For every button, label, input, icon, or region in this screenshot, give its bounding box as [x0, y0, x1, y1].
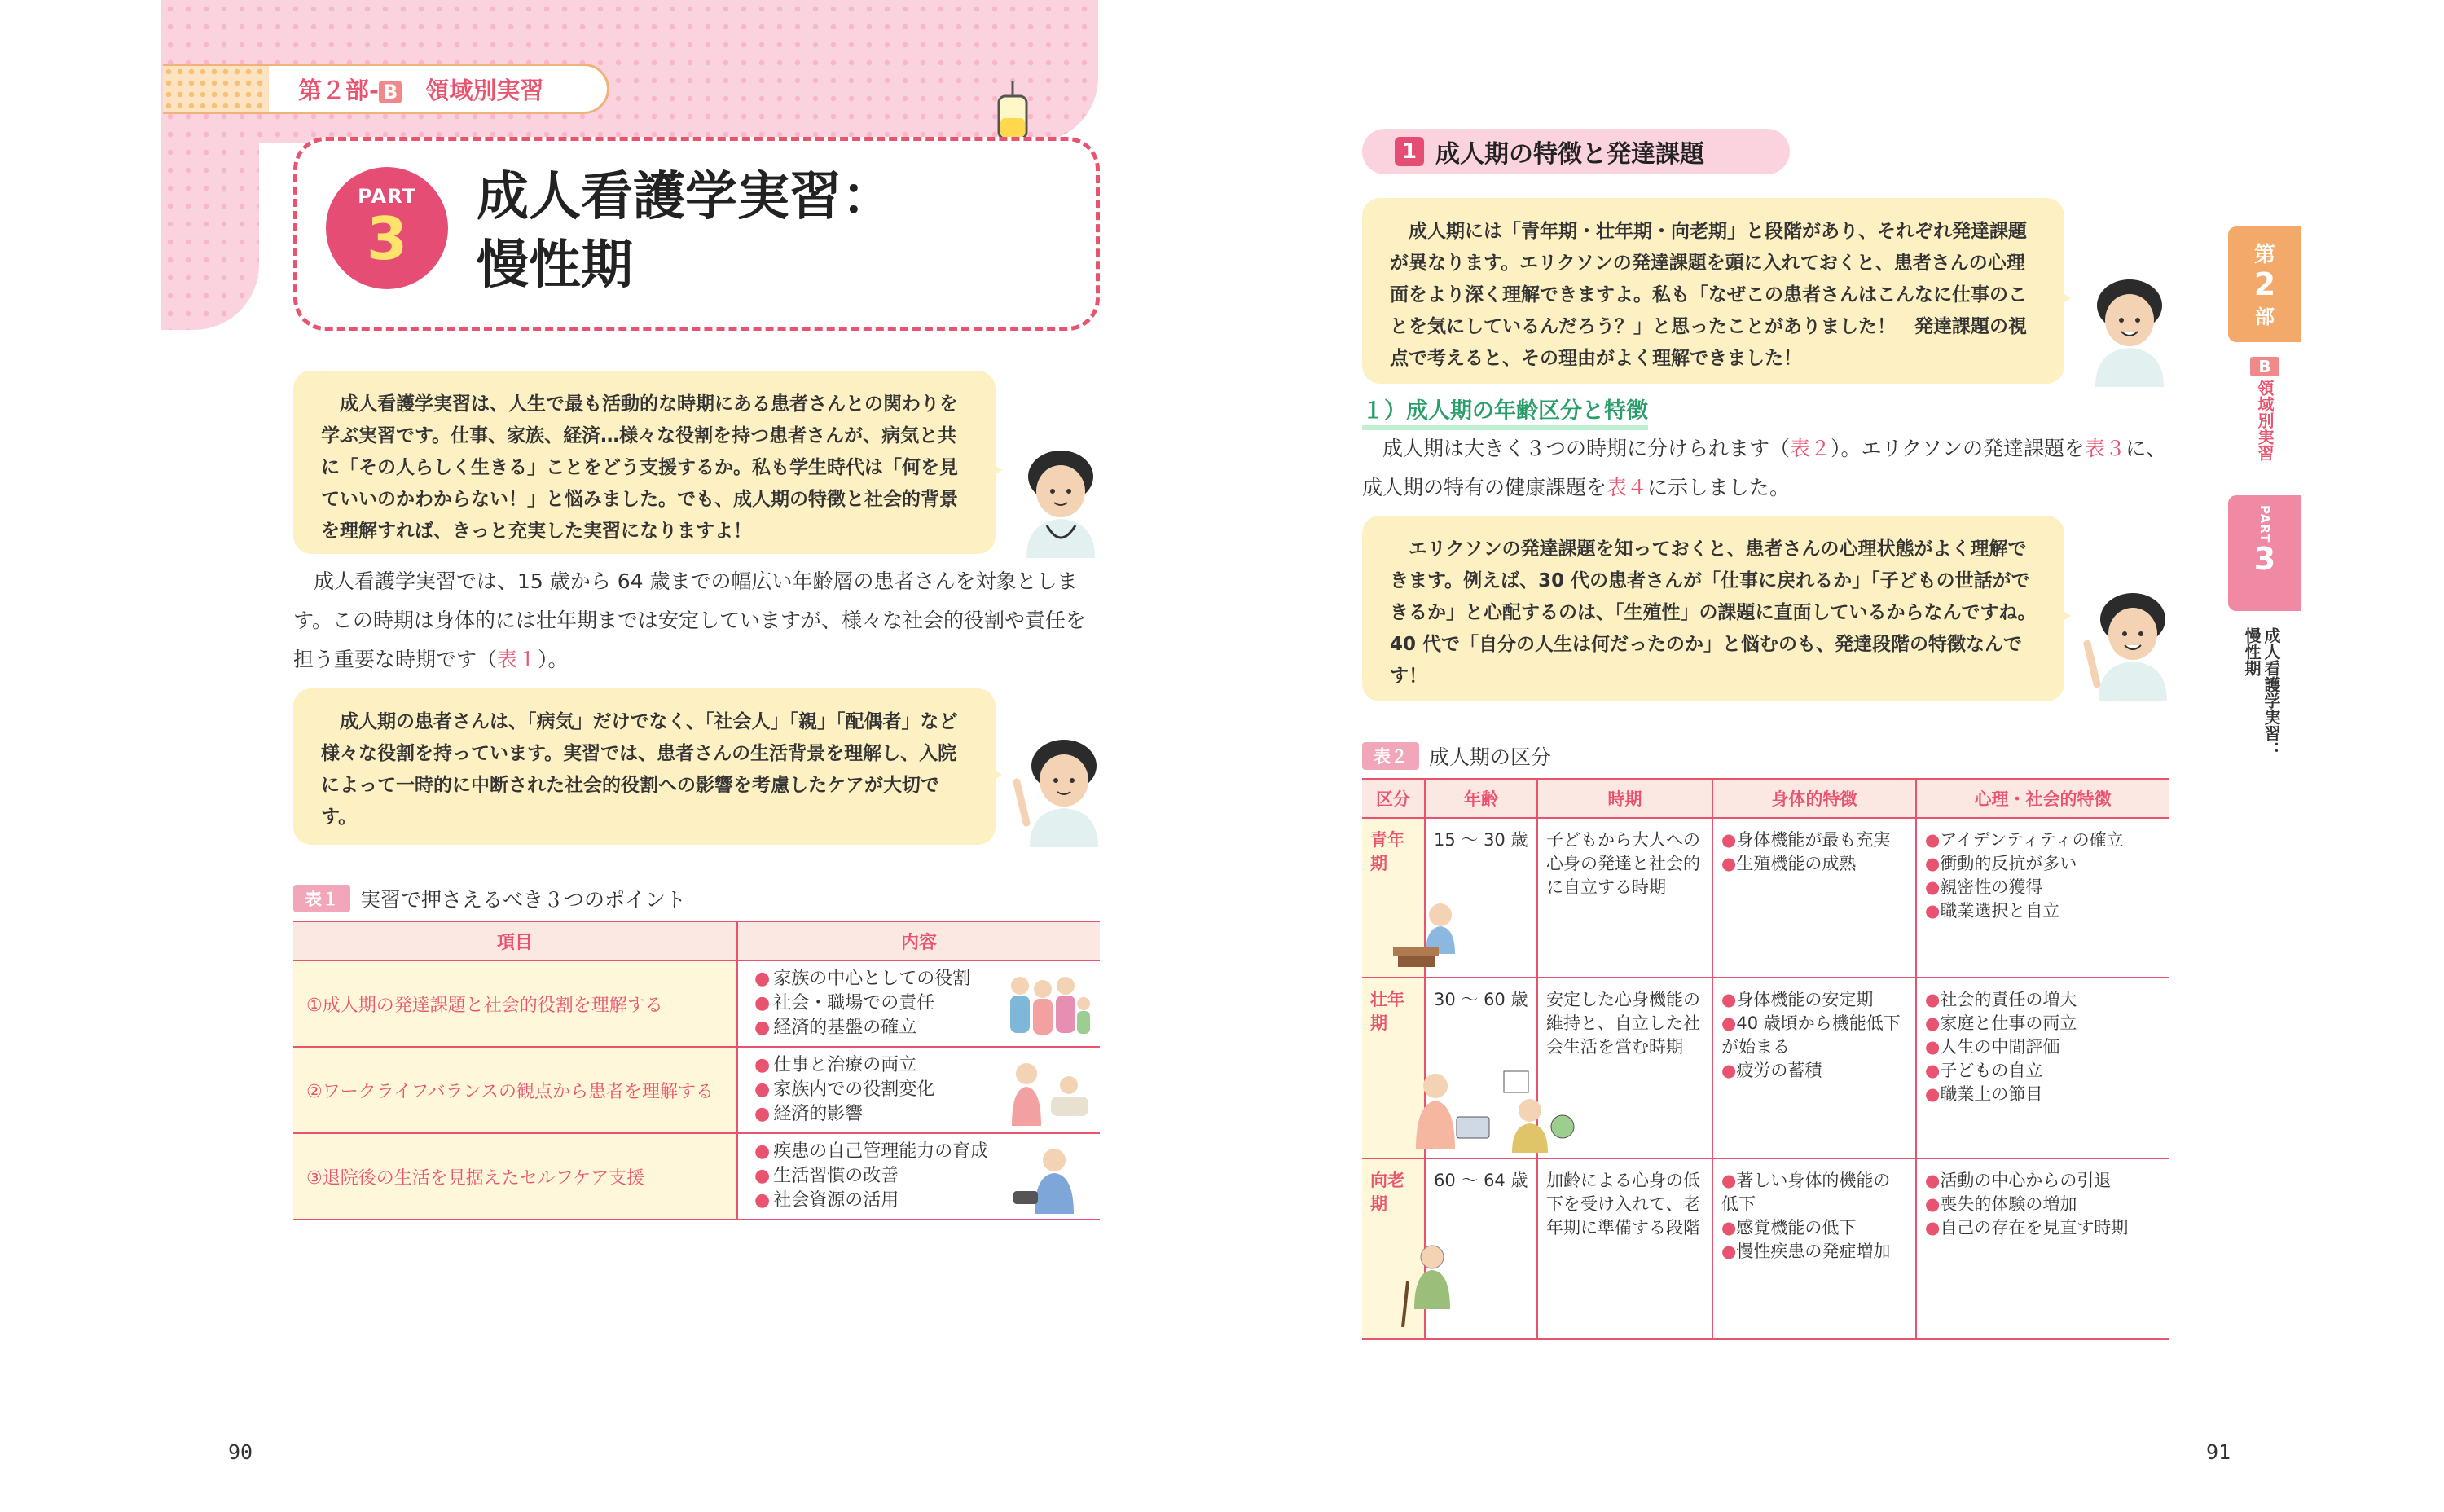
subsection-heading: １）成人期の年齢区分と特徴: [1362, 398, 1648, 430]
section-badge: B: [379, 81, 402, 103]
side-part-label: 成人看護学実習：慢性期: [2242, 627, 2281, 758]
table2-reference: 表２: [1790, 437, 1831, 460]
table2-tag: 表２: [1362, 742, 1419, 770]
side-tab-part3: [2228, 495, 2301, 611]
part-word: PART: [358, 185, 416, 208]
list-item: ●活動の中心からの引退: [1925, 1171, 2112, 1190]
table-row: [293, 1047, 1100, 1133]
title-line-1: 成人看護学実習：: [477, 167, 894, 227]
speech-bubble-roles: [293, 688, 996, 845]
table2-cell-period: 加齢による心身の低下を受け入れて、老年期に準備する段階: [1537, 1158, 1712, 1339]
table2-cell-psychosocial: [1916, 978, 2169, 1158]
table2-cell-psychosocial: [1916, 818, 2169, 978]
age-paragraph-b: ）。エリクソンの発達課題を: [1831, 437, 2086, 460]
side-part-num: 3: [2253, 541, 2276, 578]
page-number-left: 90: [228, 1440, 253, 1464]
tab-dots: [163, 66, 269, 112]
table2-cell-period: 子どもから大人への心身の発達と社会的に自立する時期: [1537, 818, 1712, 978]
list-item: ● 社会・職場での責任: [754, 993, 935, 1013]
intro-paragraph-text: 成人看護学実習では、15 歳から 64 歳までの幅広い年齢層の患者さんを対象とします。この時期は身体的には壮年期までは安定していますが、様々な社会的役割や責任を担う重要な時期です（: [293, 569, 1087, 671]
table2-cell-period: 安定した心身機能の維持と、自立した社会生活を営む時期: [1537, 978, 1712, 1158]
table1-item-3: ③退院後の生活を見据えたセルフケア支援: [293, 1133, 737, 1220]
list-item: ● 家族の中心としての役割: [754, 969, 971, 989]
table2-header-age: 年齢: [1425, 779, 1537, 818]
work-care-illustration-icon: [1002, 1053, 1093, 1129]
list-item: ●自己の存在を見直す時期: [1925, 1218, 2129, 1237]
table2-cell-physical: [1712, 1158, 1916, 1339]
list-item: ●衝動的反抗が多い: [1925, 854, 2077, 873]
table2-cell-category: 青年期: [1362, 818, 1425, 978]
table1-caption: 実習で押さえるべき３つのポイント: [360, 888, 687, 912]
table1-content-1: [737, 960, 1100, 1047]
nurse-avatar-right-icon: [2079, 273, 2181, 387]
table2-cell-psychosocial: [1916, 1158, 2169, 1339]
list-item: ● 疾患の自己管理能力の育成: [754, 1141, 989, 1162]
table2-cell-age: 30 ～ 60 歳: [1425, 978, 1537, 1158]
table2-header-physical: 身体的特徴: [1712, 779, 1916, 818]
list-item: ● 仕事と治療の両立: [754, 1055, 917, 1075]
speech-bubble-erikson: [1362, 198, 2064, 384]
section-number: 1: [1395, 137, 1424, 166]
bubble-erikson-text: 成人期には「青年期・壮年期・向老期」と段階があり、それぞれ発達課題が異なります。エリクソンの発達課題を頭に入れておくと、患者さんの心理面をより深く理解できますよ。私も「なぜこの患者さんはこんなに仕事のことを気にしているんだろう？」と思ったことがありました！ 発達課題の視点で考えると、その理由がよく理解できました！: [1390, 221, 2027, 369]
side-tab-bottom: 部: [2255, 305, 2275, 328]
side-tab-part2: [2228, 226, 2301, 342]
page-number-right: 91: [2206, 1440, 2231, 1464]
elderly-illustration-icon: [1395, 1241, 1468, 1330]
table-row: [1362, 978, 2169, 1158]
table-row: [1362, 1158, 2169, 1339]
student-illustration-icon: [1390, 897, 1479, 972]
table1-item-1: ①成人期の発達課題と社会的役割を理解する: [293, 960, 737, 1047]
side-label-1: [2250, 357, 2279, 461]
bubble-generativity-text: エリクソンの発達課題を知っておくと、患者さんの心理状態がよく理解できます。例えば、30 代の患者さんが「仕事に戻れるか」「子どもの世話ができるか」と心配するのは、「生殖性」の課題に直面しているからなんですね。40 代で「自分の人生は何だったのか」と悩むのも、発達段階の特徴なんです！: [1390, 538, 2037, 687]
speech-bubble-intro: [293, 371, 996, 554]
list-item: ●社会的責任の増大: [1925, 990, 2077, 1009]
age-paragraph-c: に、成人期の特有の健康課題を: [1362, 437, 2167, 499]
nurse-pointing-right-icon: [2079, 587, 2181, 701]
table1-reference: 表１: [497, 648, 538, 671]
table1-item-2: ②ワークライフバランスの観点から患者を理解する: [293, 1047, 737, 1133]
table1-content-2: [737, 1047, 1100, 1133]
nurse-pointing-avatar-icon: [1010, 733, 1112, 847]
side-decoration: [161, 0, 259, 330]
list-item: ●生殖機能の成熟: [1721, 854, 1857, 873]
section-tab-prefix: 第２部-: [298, 76, 380, 104]
table-row: [293, 960, 1100, 1047]
list-item: ●親密性の獲得: [1925, 877, 2043, 897]
table1-content-3: [737, 1133, 1100, 1220]
table2-caption: 成人期の区分: [1429, 745, 1552, 769]
section-title: 成人期の特徴と発達課題: [1435, 140, 1704, 169]
table4-reference: 表４: [1607, 476, 1648, 499]
table-row: [1362, 818, 2169, 978]
intro-paragraph-end: ）。: [538, 648, 569, 671]
section-tab: [163, 64, 609, 114]
table2-label: [1362, 741, 1551, 771]
table3-reference: 表３: [2085, 437, 2126, 460]
list-item: ●家庭と仕事の両立: [1925, 1013, 2077, 1033]
list-item: ●子どもの自立: [1925, 1061, 2043, 1080]
side-part-word: PART: [2257, 505, 2272, 543]
table1-header-item: 項目: [293, 921, 737, 960]
list-item: ●身体機能の安定期: [1721, 990, 1874, 1009]
section-heading: [1362, 129, 1790, 174]
title-line-2: 慢性期: [477, 235, 633, 296]
list-item: ● 経済的影響: [754, 1104, 864, 1124]
section-tab-text: 領域別実習: [425, 76, 544, 104]
side-label-text: 領域別実習: [2255, 380, 2275, 461]
family-illustration-icon: [1002, 966, 1093, 1043]
table1-label: [293, 884, 686, 913]
list-item: ● 社会資源の活用: [754, 1190, 899, 1211]
list-item: ● 家族内での役割変化: [754, 1079, 935, 1100]
side-tab-top: 第: [2253, 243, 2275, 267]
table2-header-psychosocial: 心理・社会的特徴: [1916, 779, 2169, 818]
side-badge: B: [2250, 357, 2279, 376]
nurse-avatar-icon: [1010, 444, 1112, 558]
list-item: ●著しい身体的機能の低下: [1721, 1171, 1891, 1214]
list-item: ●慢性疾患の発症増加: [1721, 1242, 1891, 1261]
table2-cell-physical: [1712, 818, 1916, 978]
table2-cell-category: 向老期: [1362, 1158, 1425, 1339]
list-item: ●職業選択と自立: [1925, 901, 2060, 921]
page-title: [477, 163, 1063, 300]
table2-header-period: 時期: [1537, 779, 1712, 818]
table2-cell-age: 60 ～ 64 歳: [1425, 1158, 1537, 1339]
table1: [293, 921, 1100, 1220]
intro-paragraph: [293, 562, 1104, 679]
section-tab-label: [298, 73, 543, 106]
list-item: ●40 歳頃から機能低下が始まる: [1721, 1013, 1901, 1057]
list-item: ●喪失的体験の増加: [1925, 1194, 2077, 1214]
table1-header-content: 内容: [737, 921, 1100, 960]
self-care-illustration-icon: [1002, 1139, 1093, 1215]
table-row: [293, 1133, 1100, 1220]
part-number: 3: [366, 204, 408, 273]
table2-cell-age: 15 ～ 30 歳: [1425, 818, 1537, 978]
list-item: ●疲労の蓄積: [1721, 1061, 1822, 1080]
list-item: ●感覚機能の低下: [1721, 1218, 1857, 1237]
working-parents-illustration-icon: [1408, 1068, 1579, 1154]
list-item: ● 経済的基盤の確立: [754, 1018, 917, 1038]
age-paragraph-a: 成人期は大きく３つの時期に分けられます（: [1362, 437, 1791, 460]
list-item: ●職業上の節目: [1925, 1084, 2043, 1104]
table1-tag: 表１: [293, 885, 350, 912]
age-paragraph: [1362, 429, 2173, 508]
list-item: ●人生の中間評価: [1925, 1037, 2060, 1057]
table2-cell-category: 壮年期: [1362, 978, 1425, 1158]
bubble-roles-text: 成人期の患者さんは、「病気」だけでなく、「社会人」「親」「配偶者」など様々な役割を持っています。実習では、患者さんの生活背景を理解し、入院によって一時的に中断された社会的役割への影響を考慮したケアが大切です。: [321, 711, 958, 828]
part-badge: [326, 167, 448, 289]
bubble-intro-text: 成人看護学実習は、人生で最も活動的な時期にある患者さんとの関わりを学ぶ実習です。仕事、家族、経済…様々な役割を持つ患者さんが、病気と共に「その人らしく生きる」ことをどう支援するか。私も学生時代は「何を見ていいのかわからない！」と悩みました。でも、成人期の特徴と社会的背景を理解すれば、きっと充実した実習になりますよ！: [321, 393, 958, 542]
side-tab-num: 2: [2253, 266, 2276, 302]
list-item: ●身体機能が最も充実: [1721, 830, 1891, 850]
table2-cell-physical: [1712, 978, 1916, 1158]
speech-bubble-generativity: [1362, 516, 2064, 701]
list-item: ● 生活習慣の改善: [754, 1166, 899, 1186]
age-paragraph-d: に示しました。: [1647, 476, 1791, 499]
list-item: ●アイデンティティの確立: [1925, 830, 2124, 850]
table2: [1362, 778, 2169, 1340]
table2-header-category: 区分: [1362, 779, 1425, 818]
